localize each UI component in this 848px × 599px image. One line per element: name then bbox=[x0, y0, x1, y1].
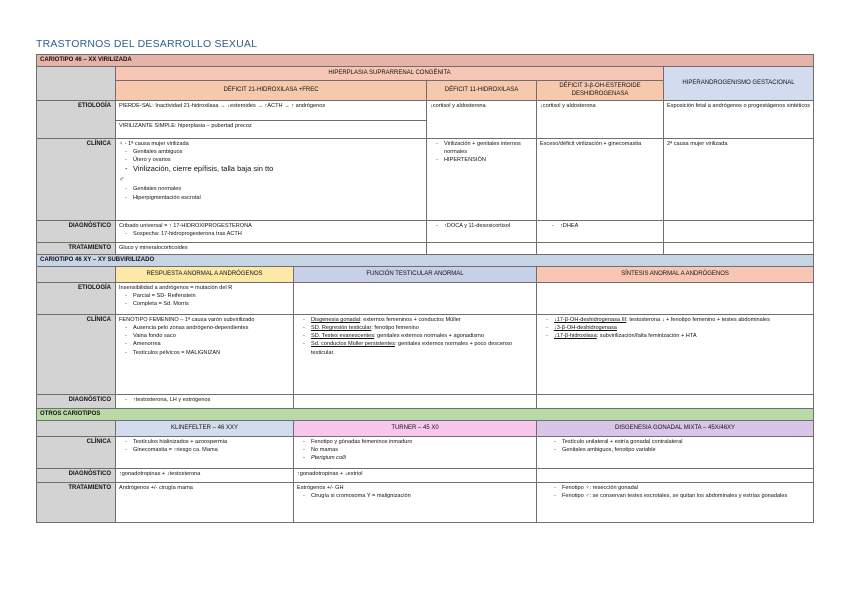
list-item bbox=[311, 324, 533, 332]
list-item: - Hiperpigmentación escrotal bbox=[133, 194, 423, 202]
term: ↓17-β-OH-deshidrogenasa III bbox=[554, 317, 627, 324]
term: ↓17-β-hidroxilasa bbox=[554, 333, 597, 340]
list-item: - Útero y ovarios bbox=[133, 156, 423, 164]
section-header-xy: CARIOTIPO 46 XY – XY SUBVIRILIZADO bbox=[37, 255, 814, 267]
list-item bbox=[311, 316, 533, 324]
diag-func bbox=[294, 395, 537, 409]
funcion-testicular-header: FUNCIÓN TESTICULAR ANORMAL bbox=[294, 267, 537, 283]
diag-turner: ↑gonadotropinas + ↓estriol bbox=[294, 468, 537, 482]
etio-21-pierde-sal: PIERDE-SAL: Inactividad 21-hidroxilasa → ↓esteroides → ↑ACTH → ↑ andrógenos bbox=[116, 101, 427, 121]
desc: : genitales externos normales + poco descenso testicular. bbox=[311, 341, 513, 356]
list-item bbox=[311, 332, 533, 340]
section-header-xx: CARIOTIPO 46 – XX VIRILIZADA bbox=[37, 55, 814, 67]
list-item: - Genitales ambiguos, fenotipo variable bbox=[562, 446, 810, 454]
corner-cell bbox=[37, 420, 116, 436]
list-item: - Testículos hialinizados + azoospermia bbox=[133, 438, 290, 446]
term: SD. Regresión testicular bbox=[311, 325, 372, 332]
disgenesia-mixta-header: DISGENESIA GONADAL MIXTA – 45X/46XY bbox=[537, 420, 814, 436]
deficit-3b-header: DÉFICIT 3-β-OH-ESTEROIDE DESHIDROGENASA bbox=[537, 80, 664, 100]
list-item: - Fenotipo ♂: se conservan testes escrotales, se quitan los abdominales y estrías gonadales bbox=[562, 492, 810, 500]
row-label-tratamiento-xx: TRATAMIENTO bbox=[37, 243, 116, 255]
list-item: - Amenorrea bbox=[133, 340, 290, 348]
list-item: - Testículo unilateral + estría gonadal contralateral bbox=[562, 438, 810, 446]
clin-resp bbox=[116, 315, 294, 395]
etio-sint bbox=[537, 283, 814, 315]
desc: : subvirilización/falta feminización + HTA bbox=[596, 333, 697, 340]
klinefelter-header: KLINEFELTER – 46 XXY bbox=[116, 420, 294, 436]
etio-21-virilizante: VIRILIZANTE SIMPLE: hiperplasia – pubertad precoz bbox=[116, 121, 427, 139]
corner-cell bbox=[37, 267, 116, 283]
etio-11: ↓cortisol y aldosterona bbox=[427, 101, 537, 139]
clin-hg: 2ª causa mujer virilizada bbox=[664, 139, 814, 221]
list-item: - ↑testosterona, LH y estrógenos bbox=[133, 396, 290, 404]
etio-resp-main: Insensibilidad a andrógenos = mutación del R bbox=[119, 285, 233, 292]
clin-mixta bbox=[537, 436, 814, 468]
list-item: - Completa = Sd. Morris bbox=[133, 300, 290, 308]
clin-turner bbox=[294, 436, 537, 468]
list-item: - Pterigium colli bbox=[311, 454, 533, 462]
list-item: - Fenotipo y gónadas femeninos inmaduro bbox=[311, 438, 533, 446]
desc: : externos femeninos + conductos Müller bbox=[360, 317, 461, 324]
list-item: - ↑DHEA bbox=[560, 222, 660, 230]
list-item: - ↑DOCA y 11-desoxicortisol bbox=[444, 222, 533, 230]
etio-resp bbox=[116, 283, 294, 315]
desc: : genitales externos normales + agonadismo bbox=[374, 333, 484, 340]
respuesta-anormal-header: RESPUESTA ANORMAL A ANDRÓGENOS bbox=[116, 267, 294, 283]
list-item bbox=[554, 316, 810, 324]
sintesis-anormal-header: SÍNTESIS ANORMAL A ANDRÓGENOS bbox=[537, 267, 814, 283]
term: Sd. conductos Müller persistentes bbox=[311, 341, 395, 348]
term: SD. Testes evanescentes bbox=[311, 333, 375, 340]
clin-3b: Exceso/déficit virilización + ginecomastia bbox=[537, 139, 664, 221]
list-item: - Virilización, cierre epífisis, talla baja sin tto bbox=[133, 164, 423, 175]
clin-11 bbox=[427, 139, 537, 221]
etio-3b: ↓cortisol y aldosterona bbox=[537, 101, 664, 139]
trat-11 bbox=[427, 243, 537, 255]
list-item: - Parcial = SD- Reifenstein bbox=[133, 292, 290, 300]
diag-11 bbox=[427, 221, 537, 243]
row-label-etiologia: ETIOLOGÍA bbox=[37, 101, 116, 139]
term: ↓3-β-OH-deshidrogenasa bbox=[554, 325, 617, 332]
deficit-11-header: DÉFICIT 11-HIDROXILASA bbox=[427, 80, 537, 100]
trat-klinefelter: Andrógenos +/- cirugía mama bbox=[116, 482, 294, 522]
list-item bbox=[554, 324, 810, 332]
trat-3b bbox=[537, 243, 664, 255]
list-item bbox=[554, 332, 810, 340]
list-item: - No mamas bbox=[311, 446, 533, 454]
trat-hg bbox=[664, 243, 814, 255]
clin-func bbox=[294, 315, 537, 395]
clin-21 bbox=[116, 139, 427, 221]
list-item: - Fenotipo ♀: resección gonadal bbox=[562, 484, 810, 492]
male-symbol-icon: ♂ bbox=[119, 176, 125, 184]
diag-resp bbox=[116, 395, 294, 409]
diag-hg bbox=[664, 221, 814, 243]
trat-turner-main: Estrógenos +/- GH bbox=[297, 484, 344, 491]
list-item: - Ginecomastia = ↑riesgo ca. Mama bbox=[133, 446, 290, 454]
trat-turner bbox=[294, 482, 537, 522]
diag-21 bbox=[116, 221, 427, 243]
diag-klinefelter: ↑gonadotropinas + ↓testosterona bbox=[116, 468, 294, 482]
diag-21-main: Cribado universal = ↑ 17-HIDROXIPROGESTERONA bbox=[119, 223, 252, 230]
deficit-21-header: DÉFICIT 21-HIDROXILASA +FREC bbox=[116, 80, 427, 100]
hiperandrogenismo-header: HIPERANDROGENISMO GESTACIONAL bbox=[664, 66, 814, 100]
desc: : testosterona ↓ + fenotipo femenino + testes abdominales bbox=[626, 317, 770, 324]
trat-21: Gluco y mineralocorticoides bbox=[116, 243, 427, 255]
row-label-clinica-xx: CLÍNICA bbox=[37, 139, 116, 221]
corner-cell bbox=[37, 66, 116, 100]
etio-hg: Exposición fetal a andrógenos o progestágenos sintéticos bbox=[664, 101, 814, 139]
row-label-tratamiento-otros: TRATAMIENTO bbox=[37, 482, 116, 522]
etio-func bbox=[294, 283, 537, 315]
row-label-etiologia-xy: ETIOLOGÍA bbox=[37, 283, 116, 315]
hsc-header: HIPERPLASIA SUPRARRENAL CONGÉNITA bbox=[116, 66, 664, 80]
dsd-table bbox=[36, 54, 814, 523]
list-item: - Testículos pélvicos = MALIGNIZAN bbox=[133, 349, 290, 357]
term: Disgenesia gonadal bbox=[311, 317, 361, 324]
list-item: - Cirugía si cromosoma Y = malignización bbox=[311, 492, 533, 500]
row-label-diagnostico-xx: DIAGNÓSTICO bbox=[37, 221, 116, 243]
desc: : fenotipo femenino bbox=[371, 325, 419, 332]
row-label-diagnostico-otros: DIAGNÓSTICO bbox=[37, 468, 116, 482]
diag-3b bbox=[537, 221, 664, 243]
page-title: TRASTORNOS DEL DESARROLLO SEXUAL bbox=[36, 38, 258, 50]
list-item: - Genitales normales bbox=[133, 185, 423, 193]
clin-sint bbox=[537, 315, 814, 395]
row-label-diagnostico-xy: DIAGNÓSTICO bbox=[37, 395, 116, 409]
diag-sint bbox=[537, 395, 814, 409]
diag-mixta bbox=[537, 468, 814, 482]
clin-21-female: ♀ - 1ª causa mujer virilizada bbox=[119, 141, 189, 148]
row-label-clinica-xy: CLÍNICA bbox=[37, 315, 116, 395]
clin-klinefelter bbox=[116, 436, 294, 468]
list-item: - Sospecha: 17-hidroprogesterona tras ACTH bbox=[133, 230, 423, 238]
list-item: - Vaina fondo saco bbox=[133, 332, 290, 340]
trat-mixta bbox=[537, 482, 814, 522]
row-label-clinica-otros: CLÍNICA bbox=[37, 436, 116, 468]
list-item: - Ausencia pelo zonas andrógeno-dependientes bbox=[133, 324, 290, 332]
list-item: - HIPERTENSIÓN bbox=[444, 156, 533, 164]
section-header-otros: OTROS CARIOTIPOS bbox=[37, 409, 814, 421]
clin-resp-main: FENOTIPO FEMENINO – 1ª causa varón subvirilizado bbox=[119, 317, 255, 324]
list-item: - Genitales ambiguos bbox=[133, 148, 423, 156]
list-item bbox=[311, 340, 533, 356]
list-item: - Virilización + genitales internos normales bbox=[444, 140, 533, 156]
turner-header: TURNER – 45 X0 bbox=[294, 420, 537, 436]
